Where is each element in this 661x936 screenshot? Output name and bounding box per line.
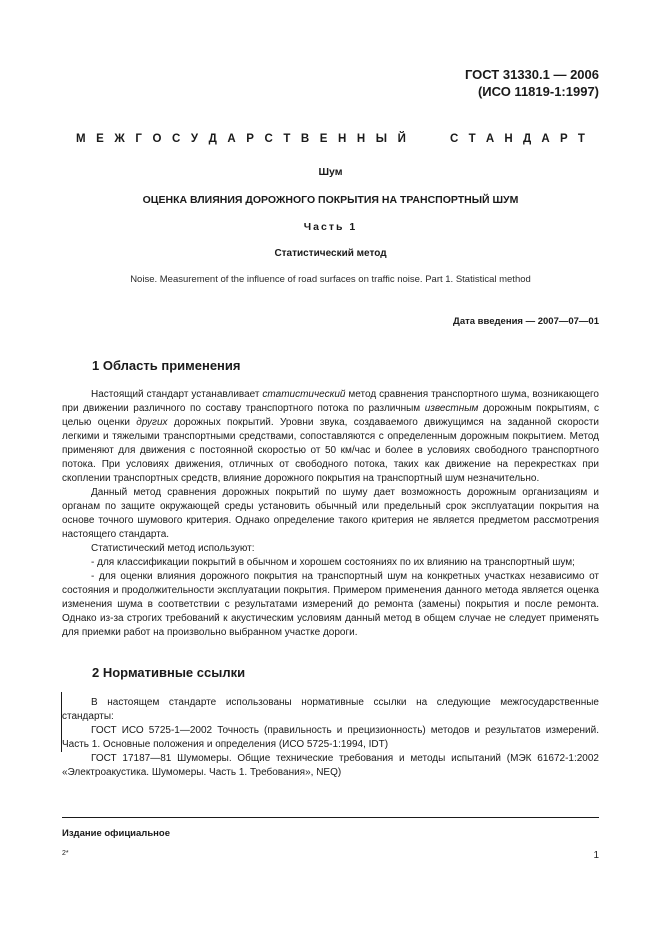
iso-number: (ИСО 11819-1:1997) <box>477 84 599 99</box>
date-of-introduction: Дата введения — 2007—07—01 <box>453 316 599 327</box>
title-noise: Шум <box>318 166 343 178</box>
banner-letter: Т <box>577 133 585 145</box>
banner-word-interstate <box>76 133 406 145</box>
banner-letter: М <box>76 133 86 145</box>
print-mark: 2* <box>62 850 69 857</box>
banner-letter: Н <box>504 133 513 145</box>
banner-letter: Ж <box>114 133 125 145</box>
section-1-paragraph-2: Данный метод сравнения дорожных покрытий по шуму дает возможность дорожным организациям и органам по защите окружающей среды установить обычный или предельный срок эксплуатации покрытия на основе точного шумового критерия. Однако определение такого критерия не является предметом рассмотрения настоящего стандарта. <box>62 487 599 540</box>
banner-letter: О <box>152 133 162 145</box>
banner-letter: Т <box>283 133 291 145</box>
banner-letter: Н <box>338 133 347 145</box>
section-1-paragraph-1: Настоящий стандарт устанавливает статистический метод сравнения транспортного шума, возникающего при движении различного по составу транспортного потока по различным известным дорожным покрытиям, с целью оценки других дорожных покрытий. Уровни звука, создаваемого движущимся на заданной скорости легкими и тяжелыми транспортными средствами, сопоставляются с определенным дорожным покрытием. Метод применяют для движения с постоянной скоростью от 50 км/час и более в условиях свободного транспортного потока. При условиях движения, отличных от свободного потока, таких как движение на перекрестках при скоплении транспортных средств, влияние дорожного покрытия на транспортный шум незначительно. <box>62 389 599 484</box>
banner-letter: Г <box>135 133 142 145</box>
banner-letter: Р <box>559 133 568 145</box>
banner-letter: Ы <box>375 133 388 145</box>
banner-letter: В <box>300 133 310 145</box>
banner-word-standard <box>450 133 585 145</box>
banner-letter: А <box>541 133 550 145</box>
banner-letter: Р <box>246 133 254 145</box>
official-edition-label: Издание официальное <box>62 828 170 839</box>
section-1-heading: 1 Область применения <box>92 358 241 373</box>
banner-letter: А <box>485 133 495 145</box>
banner-letter: С <box>171 133 181 145</box>
title-part: Часть 1 <box>303 221 358 233</box>
title-main: ОЦЕНКА ВЛИЯНИЯ ДОРОЖНОГО ПОКРЫТИЯ НА ТРАНСПОРТНЫЙ ШУМ <box>142 194 519 206</box>
section-1-body <box>62 388 599 640</box>
banner-letter: Н <box>356 133 366 145</box>
section-2-body <box>62 696 599 780</box>
gost-number: ГОСТ 31330.1 — 2006 <box>464 67 599 82</box>
banner-letter: Й <box>397 133 406 145</box>
banner-letter: С <box>264 133 273 145</box>
emphasis-other: других <box>136 417 168 428</box>
section-2-paragraph-1: В настоящем стандарте использованы нормативные ссылки на следующие межгосударственные стандарты: <box>62 697 599 722</box>
section-1-paragraph-3: Статистический метод используют: <box>91 543 255 554</box>
section-1-list-item-2: - для оценки влияния дорожного покрытия на транспортный шум на конкретных участках независимо от состояния и продолжительности эксплуатации покрытия. Примером применения данного метода является оценка изменения шума в соответствии с результатами измерений до ремонта (замены) покрытия и после ремонта. Однако из-за строгих требований к акустическим условиям данный метод в общем случае не следует применять для приемки работ на произвольно выбранном участке дороги. <box>62 571 599 638</box>
banner-letter: Д <box>522 133 532 145</box>
section-1-list-item-1: - для классификации покрытий в обычном и хорошем состояниях по их влиянию на транспортный шум; <box>91 557 575 568</box>
banner-letter: С <box>450 133 459 145</box>
interstate-standard-banner <box>76 133 585 145</box>
emphasis-known: известным <box>424 403 479 414</box>
title-method: Статистический метод <box>274 248 387 259</box>
banner-letter: Д <box>208 133 217 145</box>
banner-letter: Е <box>96 133 104 145</box>
banner-letter: У <box>190 133 198 145</box>
section-2-reference-2: ГОСТ 17187—81 Шумомеры. Общие технические требования и методы испытаний (МЭК 61672-1:2002 «Электроакустика. Шумомеры. Часть 1. Требования», NEQ) <box>62 753 599 778</box>
banner-letter: Т <box>468 133 476 145</box>
emphasis-statistical: статистический <box>262 389 346 400</box>
banner-letter: Е <box>319 133 328 145</box>
page-number: 1 <box>593 850 599 861</box>
footer-divider <box>62 817 599 818</box>
standard-designation <box>465 66 599 100</box>
section-2-reference-1: ГОСТ ИСО 5725-1—2002 Точность (правильность и прецизионность) методов и результатов измерений. Часть 1. Основные положения и определения (ИСО 5725-1:1994, IDT) <box>62 725 599 750</box>
banner-letter: А <box>227 133 236 145</box>
section-2-heading: 2 Нормативные ссылки <box>92 665 246 680</box>
title-english: Noise. Measurement of the influence of road surfaces on traffic noise. Part 1. Statistical method <box>130 274 531 285</box>
